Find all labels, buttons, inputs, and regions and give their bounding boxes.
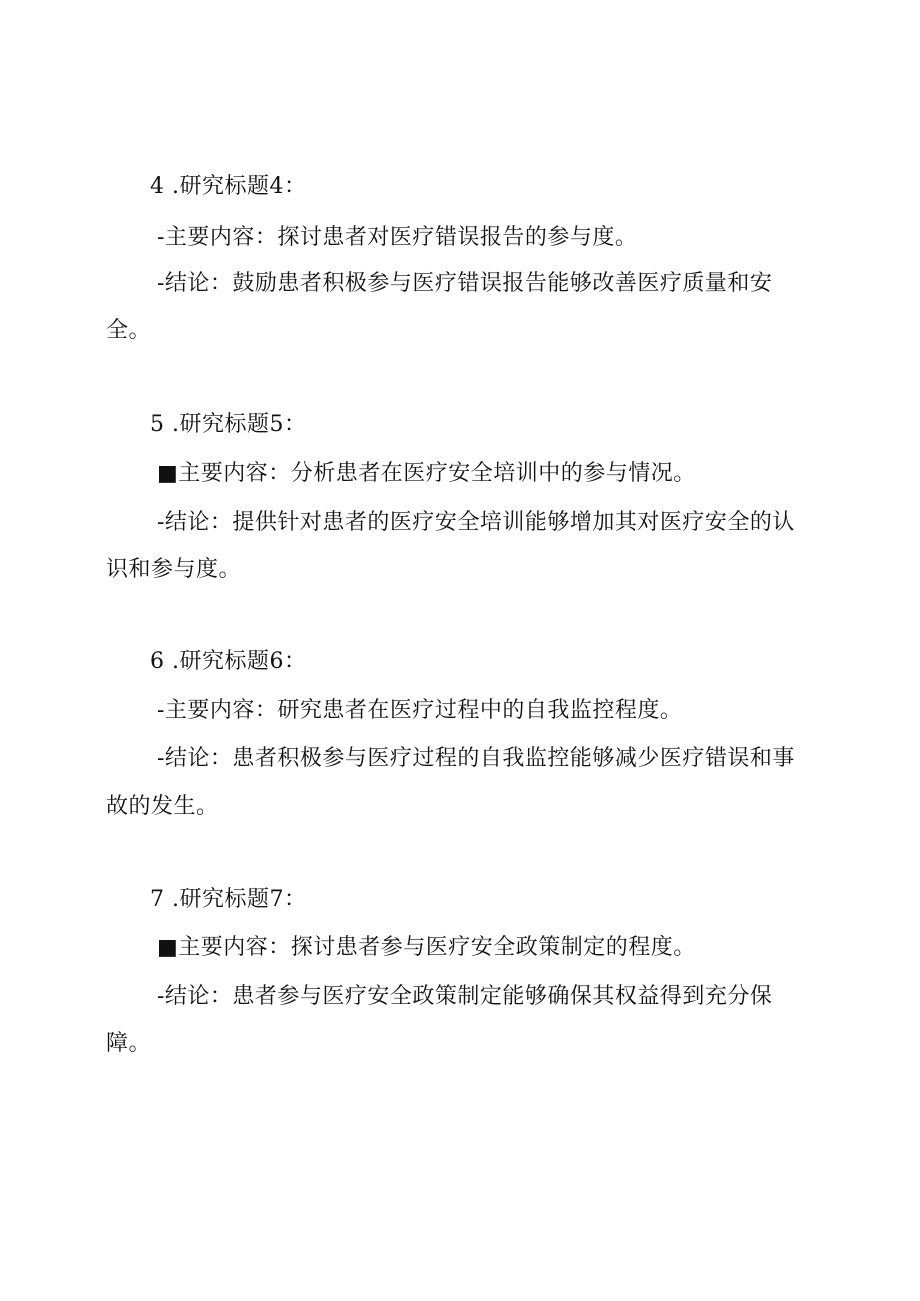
conclusion-continuation: 故的发生。	[106, 794, 219, 819]
section-heading: 5 .研究标题5：	[150, 412, 307, 437]
section-heading: 4 .研究标题4：	[150, 174, 307, 199]
main-content-line: -主要内容：研究患者在医疗过程中的自我监控程度。	[157, 698, 683, 723]
conclusion-line: -结论：提供针对患者的医疗安全培训能够增加其对医疗安全的认	[157, 510, 795, 535]
conclusion-line: -结论：患者参与医疗安全政策制定能够确保其权益得到充分保	[157, 984, 773, 1009]
main-content-line: -主要内容：探讨患者对医疗错误报告的参与度。	[157, 225, 638, 250]
conclusion-line: -结论：患者积极参与医疗过程的自我监控能够减少医疗错误和事	[157, 746, 795, 771]
conclusion-continuation: 障。	[106, 1031, 152, 1056]
section-heading: 7 .研究标题7：	[150, 887, 307, 912]
main-content-line: ■主要内容：探讨患者参与医疗安全政策制定的程度。	[157, 935, 696, 960]
conclusion-continuation: 识和参与度。	[106, 557, 242, 582]
conclusion-line: -结论：鼓励患者积极参与医疗错误报告能够改善医疗质量和安	[157, 271, 773, 296]
conclusion-continuation: 全。	[106, 318, 152, 343]
main-content-line: ■主要内容：分析患者在医疗安全培训中的参与情况。	[157, 461, 696, 486]
section-heading: 6 .研究标题6：	[150, 649, 307, 674]
